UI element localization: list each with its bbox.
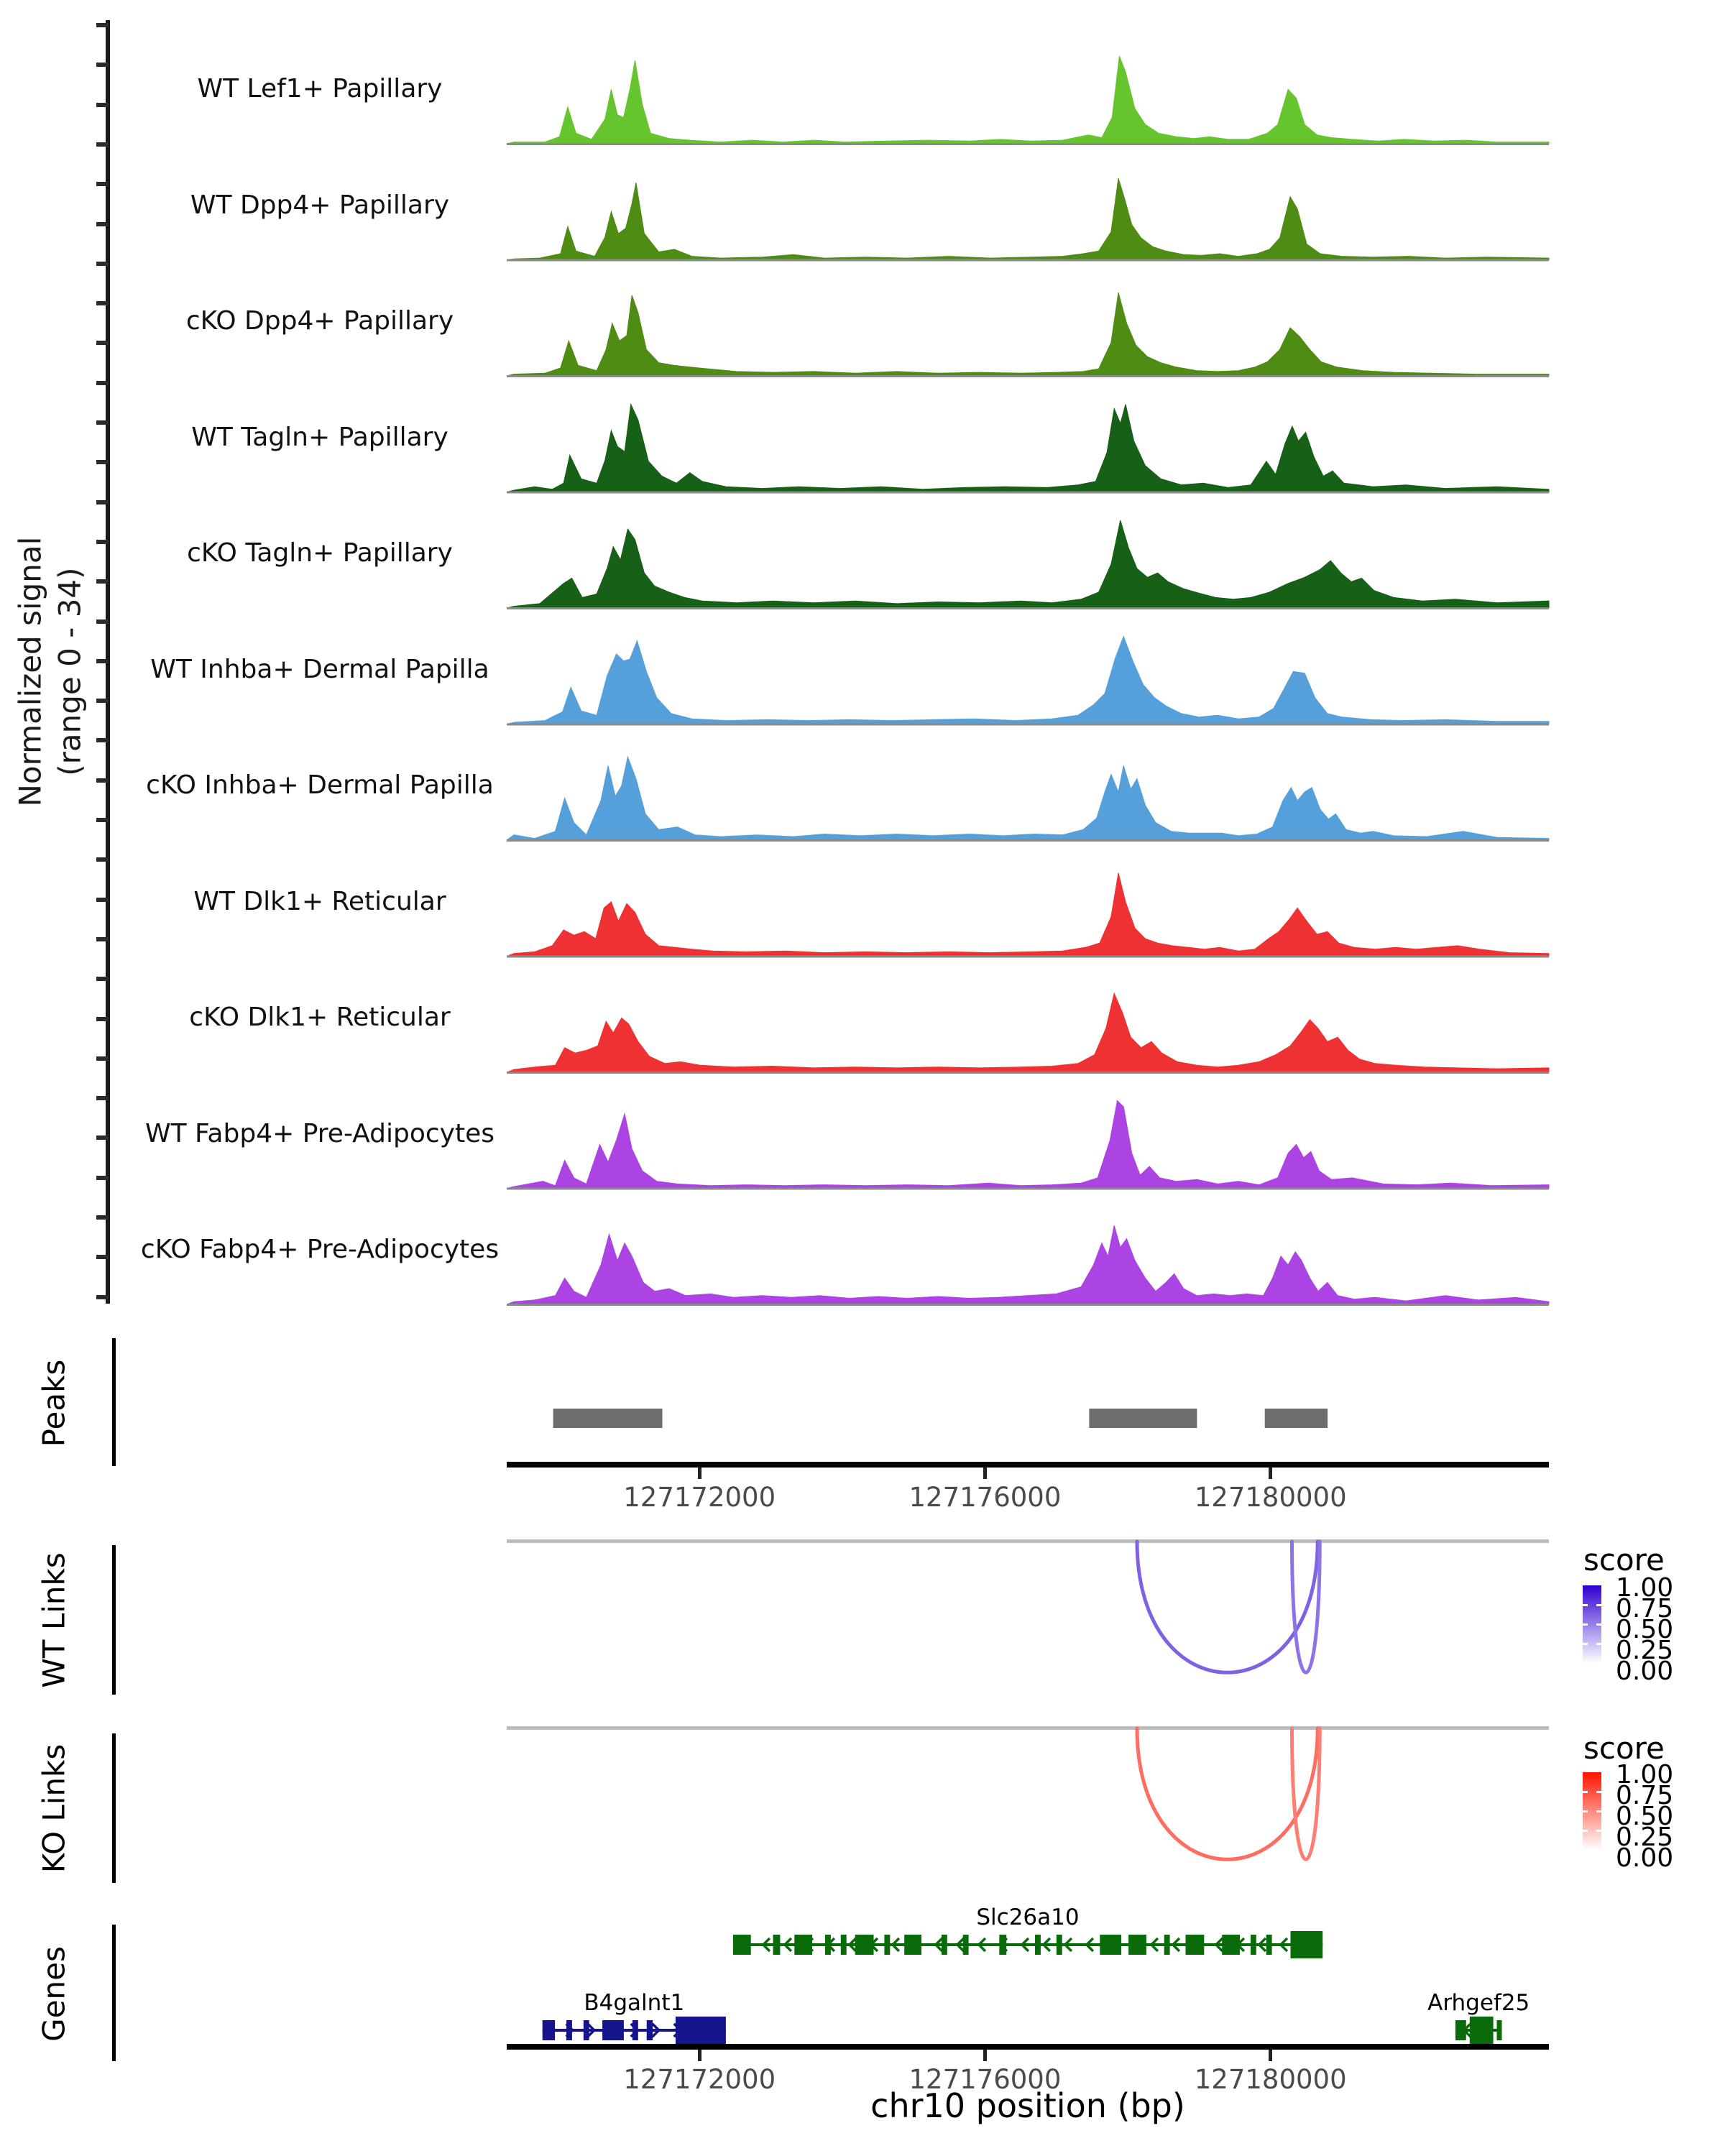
- gene-exon: [841, 1935, 847, 1955]
- legend-bar-notch: [1596, 1623, 1601, 1626]
- coverage-track-label: WT Inhba+ Dermal Papilla: [150, 654, 489, 684]
- gene-exon: [1470, 2017, 1494, 2044]
- legend-bar-notch: [1596, 1830, 1601, 1832]
- legend-bar-notch: [1596, 1604, 1601, 1606]
- gene-exon: [904, 1935, 921, 1955]
- gene-exon: [647, 2020, 653, 2040]
- track-baseline: [507, 1304, 1549, 1306]
- legend-bar-notch: [1583, 1810, 1588, 1812]
- wt-links-section-label: WT Links: [36, 1552, 72, 1688]
- coverage-signal: [507, 1225, 1549, 1304]
- genome-axis-tick-label: 127180000: [1194, 2064, 1347, 2095]
- track-baseline: [507, 259, 1549, 262]
- ko-links-section-label: KO Links: [36, 1743, 72, 1874]
- genome-axis-tick-label: 127172000: [623, 1482, 776, 1513]
- coverage-signal: [507, 520, 1549, 608]
- peak-bar: [553, 1409, 663, 1428]
- ko-legend-tick-3: 0.50: [1616, 1802, 1674, 1831]
- genome-axis-tick: [698, 1468, 702, 1479]
- coverage-track-label: WT Dlk1+ Reticular: [193, 886, 446, 916]
- coverage-signal: [507, 178, 1549, 260]
- gene-exon: [566, 2020, 572, 2040]
- peak-bar: [1089, 1409, 1197, 1428]
- gene-exon: [1164, 1935, 1170, 1955]
- coverage-track-label: cKO Dlk1+ Reticular: [189, 1003, 451, 1032]
- gene-exon: [584, 2020, 589, 2040]
- genome-axis-tick: [983, 1468, 987, 1479]
- gene-exon: [942, 1935, 947, 1955]
- gene-exon: [1222, 1935, 1240, 1955]
- gene-exon: [1128, 1935, 1146, 1955]
- wt-legend-title: score: [1583, 1542, 1665, 1577]
- gene-exon: [825, 1935, 831, 1955]
- gene-exon: [963, 1935, 969, 1955]
- track-baseline: [507, 607, 1549, 609]
- gene-exon: [1035, 1935, 1041, 1955]
- gene-label: B4galnt1: [584, 1990, 685, 2016]
- gene-exon: [1291, 1931, 1323, 1958]
- legend-bar-notch: [1583, 1604, 1588, 1606]
- coverage-signal: [507, 56, 1549, 144]
- gene-exon: [999, 1935, 1006, 1955]
- legend-bar-notch: [1583, 1830, 1588, 1832]
- coverage-track-label: WT Tagln+ Papillary: [191, 422, 448, 452]
- track-baseline: [507, 492, 1549, 494]
- coverage-signal: [507, 637, 1549, 724]
- track-baseline: [507, 839, 1549, 842]
- peaks-section-label: Peaks: [36, 1359, 72, 1447]
- gene-exon: [855, 1935, 874, 1955]
- track-baseline: [507, 956, 1549, 958]
- wt-legend-gradient-bar: [1583, 1585, 1601, 1663]
- gene-exon: [1100, 1935, 1121, 1955]
- coverage-track-label: WT Fabp4+ Pre-Adipocytes: [145, 1118, 494, 1148]
- gene-exon: [1057, 1935, 1062, 1955]
- coverage-signal: [507, 292, 1549, 376]
- legend-bar-notch: [1596, 1810, 1601, 1812]
- genome-axis-tick-label: 127172000: [623, 2064, 776, 2095]
- legend-bar-notch: [1596, 1643, 1601, 1645]
- gene-exon: [1251, 1935, 1256, 1955]
- wt-legend-tick-5: 0.00: [1616, 1657, 1674, 1686]
- ko-legend-title: score: [1583, 1731, 1665, 1766]
- ko-legend-gradient-bar: [1583, 1772, 1601, 1850]
- track-baseline: [507, 724, 1549, 726]
- genome-axis-tick: [1269, 1468, 1272, 1479]
- gene-exon: [1186, 1935, 1205, 1955]
- coverage-track-label: cKO Dpp4+ Papillary: [185, 306, 454, 336]
- genome-axis-tick: [698, 2050, 702, 2061]
- gene-exon: [1497, 2020, 1502, 2040]
- ko-legend-tick-4: 0.25: [1616, 1823, 1674, 1852]
- track-baseline: [507, 1072, 1549, 1074]
- genome-axis-line: [507, 2044, 1549, 2050]
- coverage-signal: [507, 993, 1549, 1072]
- legend-bar-notch: [1583, 1623, 1588, 1626]
- gene-exon: [1455, 2020, 1466, 2040]
- genome-axis-line: [507, 1462, 1549, 1468]
- coverage-track-label: cKO Inhba+ Dermal Papilla: [146, 770, 494, 800]
- coverage-track-label: cKO Tagln+ Papillary: [187, 538, 453, 568]
- genome-axis-tick-label: 127176000: [908, 2064, 1062, 2095]
- peak-bar: [1265, 1409, 1328, 1428]
- legend-bar-notch: [1583, 1643, 1588, 1645]
- coverage-signal: [507, 1101, 1549, 1189]
- genome-axis-tick: [1269, 2050, 1272, 2061]
- genome-axis-tick: [983, 2050, 987, 2061]
- legend-bar-notch: [1583, 1791, 1588, 1793]
- track-baseline: [507, 1188, 1549, 1190]
- y-axis-label-line1: Normalized signal: [12, 536, 48, 807]
- gene-exon: [1266, 1935, 1272, 1955]
- genes-section-label: Genes: [36, 1946, 72, 2042]
- wt-legend-tick-4: 0.25: [1616, 1636, 1674, 1665]
- gene-label: Slc26a10: [976, 1904, 1080, 1930]
- gene-exon: [602, 2020, 624, 2040]
- genome-axis-tick-label: 127176000: [908, 1482, 1062, 1513]
- gene-exon: [794, 1935, 812, 1955]
- gene-exon: [733, 1935, 751, 1955]
- gene-label: Arhgef25: [1427, 1990, 1530, 2016]
- coverage-signal: [507, 405, 1549, 492]
- ko-legend-tick-2: 0.75: [1616, 1781, 1674, 1810]
- track-baseline: [507, 375, 1549, 377]
- coverage-signal: [507, 757, 1549, 840]
- y-axis-label-line2: (range 0 - 34): [52, 567, 87, 776]
- gene-exon: [632, 2020, 638, 2040]
- coverage-track-label: WT Dpp4+ Papillary: [190, 190, 450, 220]
- track-baseline: [507, 143, 1549, 145]
- gene-exon: [773, 1935, 781, 1955]
- gene-exon: [676, 2017, 726, 2044]
- x-axis-title: chr10 position (bp): [870, 2086, 1185, 2125]
- wt-legend-tick-2: 0.75: [1616, 1594, 1674, 1623]
- coverage-track-label: WT Lef1+ Papillary: [197, 74, 443, 103]
- wt-legend-tick-1: 1.00: [1616, 1573, 1674, 1603]
- gene-exon: [543, 2020, 555, 2040]
- genome-axis-tick-label: 127180000: [1194, 1482, 1347, 1513]
- coverage-track-label: cKO Fabp4+ Pre-Adipocytes: [140, 1235, 500, 1264]
- wt-legend-tick-3: 0.50: [1616, 1615, 1674, 1644]
- ko-legend-tick-5: 0.00: [1616, 1843, 1674, 1873]
- legend-bar-notch: [1596, 1791, 1601, 1793]
- coverage-signal: [507, 873, 1549, 957]
- gene-exon: [884, 1935, 890, 1955]
- ko-legend-tick-1: 1.00: [1616, 1760, 1674, 1789]
